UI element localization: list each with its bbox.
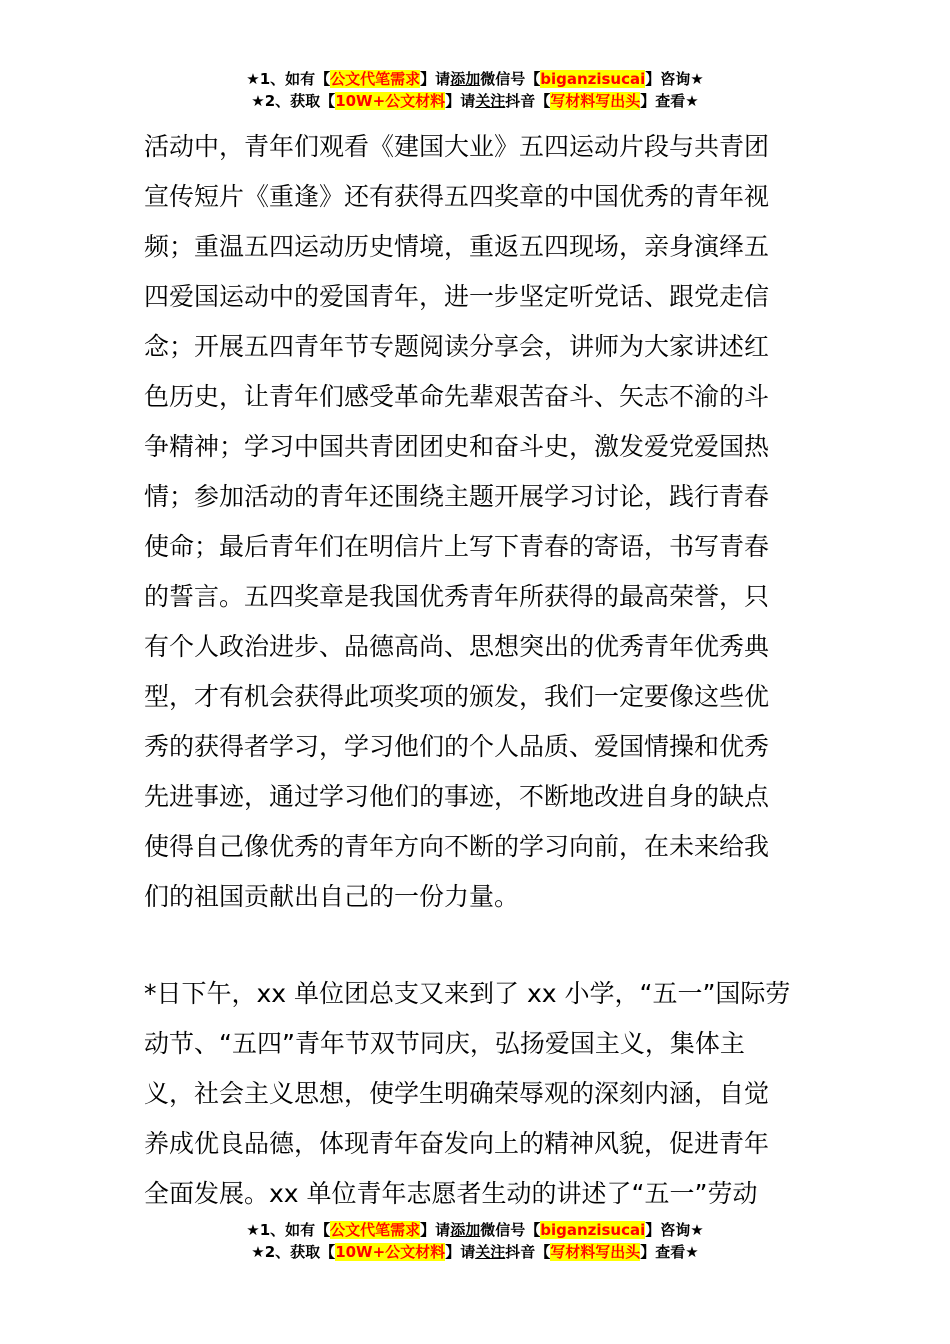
- paragraph-line: 有个人政治进步、品德高尚、思想突出的优秀青年优秀典: [144, 632, 770, 661]
- paragraph-line: 色历史，让青年们感受革命先辈艰苦奋斗、矢志不渝的斗: [144, 382, 770, 411]
- banner-text: ★1、如有【: [246, 1221, 331, 1239]
- paragraph-line: 频；重温五四运动历史情境，重返五四现场，亲身演绎五: [144, 232, 770, 261]
- banner-text: 抖音【: [505, 92, 551, 110]
- banner-highlight: biganzisucai: [540, 70, 646, 88]
- banner-text: 】请: [420, 70, 451, 88]
- paragraph-line: *日下午，xx 单位团总支又来到了 xx 小学，“五一”国际劳: [144, 979, 791, 1008]
- paragraph-line: 们的祖国贡献出自己的一份力量。: [144, 882, 520, 911]
- paragraph-line: 四爱国运动中的爱国青年，进一步坚定听党话、跟党走信: [144, 282, 770, 311]
- banner-highlight: 写材料写出头: [550, 92, 641, 110]
- banner-text: ★2、获取【: [251, 1243, 336, 1261]
- banner-text: 抖音【: [505, 1243, 551, 1261]
- paragraph-line: 使命；最后青年们在明信片上写下青春的寄语，书写青春: [144, 532, 770, 561]
- banner-underline: 关注: [475, 92, 506, 110]
- paragraph-line: 动节、“五四”青年节双节同庆，弘扬爱国主义，集体主: [144, 1029, 745, 1058]
- paragraph-line: 的誓言。五四奖章是我国优秀青年所获得的最高荣誉，只: [144, 582, 770, 611]
- banner-line-1: [0, 68, 950, 90]
- banner-text: 】请: [420, 1221, 451, 1239]
- banner-text: 微信号【: [480, 70, 541, 88]
- banner-text: 】查看★: [640, 1243, 699, 1261]
- paragraph-line: 情；参加活动的青年还围绕主题开展学习讨论，践行青春: [144, 482, 770, 511]
- banner-highlight: 公文代笔需求: [330, 1221, 421, 1239]
- paragraph-line: 秀的获得者学习，学习他们的个人品质、爱国情操和优秀: [144, 732, 770, 761]
- paragraph-line: 型，才有机会获得此项奖项的颁发，我们一定要像这些优: [144, 682, 770, 711]
- banner-text: 】咨询★: [645, 70, 704, 88]
- banner-underline: 添加: [450, 70, 481, 88]
- footer-banner: [0, 1219, 950, 1263]
- banner-line-1: [0, 1219, 950, 1241]
- paragraph-line: 争精神；学习中国共青团团史和奋斗史，激发爱党爱国热: [144, 432, 770, 461]
- paragraph-line: 活动中，青年们观看《建国大业》五四运动片段与共青团: [144, 132, 770, 161]
- banner-text: 】请: [445, 92, 476, 110]
- paragraph-line: 先进事迹，通过学习他们的事迹，不断地改进自身的缺点: [144, 782, 770, 811]
- body-paragraph-1: [144, 122, 808, 922]
- banner-text: 】咨询★: [645, 1221, 704, 1239]
- body-paragraph-2: [144, 969, 808, 1219]
- banner-highlight: 10W+公文材料: [335, 92, 446, 110]
- banner-text: 】请: [445, 1243, 476, 1261]
- paragraph-line: 使得自己像优秀的青年方向不断的学习向前，在未来给我: [144, 832, 770, 861]
- paragraph-line: 全面发展。xx 单位青年志愿者生动的讲述了“五一”劳动: [144, 1179, 758, 1208]
- banner-text: ★2、获取【: [251, 92, 336, 110]
- banner-highlight: 写材料写出头: [550, 1243, 641, 1261]
- paragraph-line: 宣传短片《重逢》还有获得五四奖章的中国优秀的青年视: [144, 182, 770, 211]
- banner-highlight: 公文代笔需求: [330, 70, 421, 88]
- paragraph-line: 义，社会主义思想，使学生明确荣辱观的深刻内涵，自觉: [144, 1079, 770, 1108]
- header-banner: [0, 68, 950, 112]
- banner-underline: 添加: [450, 1221, 481, 1239]
- banner-highlight: 10W+公文材料: [335, 1243, 446, 1261]
- banner-line-2: [0, 1241, 950, 1263]
- paragraph-line: 念；开展五四青年节专题阅读分享会，讲师为大家讲述红: [144, 332, 770, 361]
- banner-text: 微信号【: [480, 1221, 541, 1239]
- paragraph-line: 养成优良品德，体现青年奋发向上的精神风貌，促进青年: [144, 1129, 770, 1158]
- banner-line-2: [0, 90, 950, 112]
- banner-text: ★1、如有【: [246, 70, 331, 88]
- banner-underline: 关注: [475, 1243, 506, 1261]
- banner-text: 】查看★: [640, 92, 699, 110]
- banner-highlight: biganzisucai: [540, 1221, 646, 1239]
